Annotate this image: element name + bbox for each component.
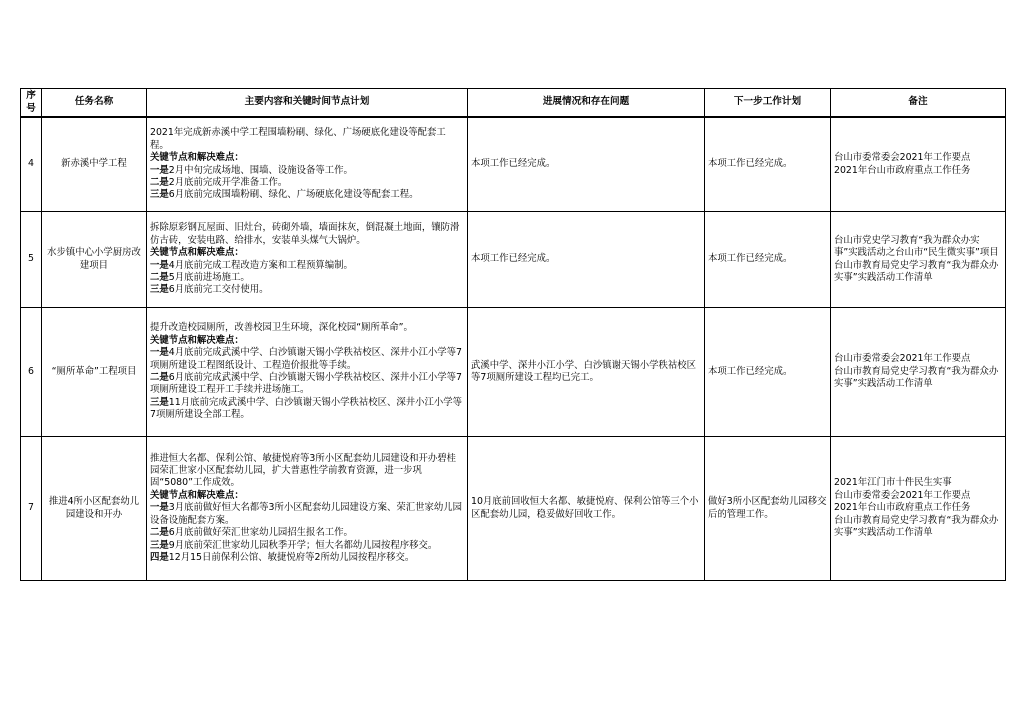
row-plan-cell [147,308,468,437]
task-table [20,88,1006,581]
plan-line [150,127,464,152]
plan-line-text: 拆除原彩钢瓦屋面、旧灶台，砖砌外墙，墙面抹灰，倒混凝土地面，镶防滑仿古砖，安装电路、给排水，安装单头煤气大锅炉。 [150,222,460,246]
row-plan-cell [147,117,468,212]
plan-line [150,347,464,372]
plan-line [150,453,464,490]
row-plan-cell [147,212,468,308]
plan-line-lead: 三是 [150,539,169,551]
row-index: 7 [21,437,42,581]
plan-line-text: 推进恒大名都、保利公馆、敏捷悦府等3所小区配套幼儿园建设和开办碧桂园荣汇世家小区配套幼儿园，扩大普惠性学前教育资源，进一步巩固“5080”工作成效。 [150,452,456,489]
row-index: 5 [21,212,42,308]
row-task-name: 新赤溪中学工程 [42,117,147,212]
table-row [21,117,1006,212]
plan-line-text: 提升改造校园厕所，改善校园卫生环境，深化校园“厕所革命”。 [150,322,413,334]
row-notes-cell [831,308,1006,437]
note-line: 台山市委常委会2021年工作要点 [834,152,971,164]
plan-line [150,177,464,189]
plan-line-text: 2021年完成新赤溪中学工程围墙粉刷、绿化、广场硬底化建设等配套工程。 [150,127,446,151]
plan-line-lead: 一是 [150,164,169,176]
plan-line-lead: 一是 [150,347,169,359]
plan-line [150,372,464,397]
plan-line-lead: 一是 [150,502,169,514]
plan-line [150,152,464,164]
row-task-name: 推进4所小区配套幼儿园建设和开办 [42,437,147,581]
plan-line-lead: 四是 [150,551,169,563]
row-progress: 本项工作已经完成。 [468,212,705,308]
row-progress: 10月底前回收恒大名都、敏捷悦府、保利公馆等三个小区配套幼儿园，稳妥做好回收工作。 [468,437,705,581]
plan-line [150,527,464,539]
plan-line [150,272,464,284]
plan-line-lead: 关键节点和解决难点： [150,334,244,346]
plan-line-lead: 关键节点和解决难点： [150,152,244,164]
plan-line-text: 5月底前进场施工。 [168,271,250,283]
row-next-plan: 做好3所小区配套幼儿园移交后的管理工作。 [705,437,831,581]
plan-line-text: 4月底前完成武溪中学、白沙镇谢天锡小学秩祜校区、深井小江小学等7项厕所建设工程图纸设计、工程造价报批等手续。 [150,347,462,371]
header-task-name: 任务名称 [42,89,147,118]
plan-line-lead: 一是 [150,259,169,271]
plan-line-lead: 二是 [150,176,169,188]
plan-line [150,189,464,201]
plan-line [150,397,464,422]
row-next-plan: 本项工作已经完成。 [705,117,831,212]
row-plan-cell [147,437,468,581]
table-row [21,212,1006,308]
header-index: 序号 [21,89,42,118]
plan-line [150,490,464,502]
plan-line-text: 6月底前完成围墙粉刷、绿化、广场硬底化建设等配套工程。 [168,189,419,201]
note-line: 2021年台山市政府重点工作任务 [834,502,971,514]
plan-line [150,540,464,552]
plan-line-lead: 三是 [150,396,169,408]
plan-line [150,260,464,272]
plan-line-text: 6月底前完成武溪中学、白沙镇谢天锡小学秩祜校区、深井小江小学等7项厕所建设工程开工手续并进场施工。 [150,372,462,396]
plan-line [150,322,464,334]
plan-line-text: 12月15日前保利公馆、敏捷悦府等2所幼儿园按程序移交。 [168,551,415,563]
note-line: 2021年江门市十件民生实事 [834,477,952,489]
plan-line-lead: 二是 [150,372,169,383]
plan-line-lead: 关键节点和解决难点： [150,489,244,501]
table-header-row [21,89,1006,118]
plan-line-text: 3月底前做好恒大名都等3所小区配套幼儿园建设方案、荣汇世家幼儿园设备设施配套方案。 [150,502,462,526]
plan-line-lead: 三是 [150,284,169,296]
plan-line-text: 2月中旬完成场地、围墙、设施设备等工作。 [168,164,353,176]
plan-line-text: 11月底前完成武溪中学、白沙镇谢天锡小学秩祜校区、深井小江小学等7项厕所建设全部工程。 [150,396,462,421]
plan-line-lead: 二是 [150,527,169,539]
row-task-name: 水步镇中心小学厨房改建项目 [42,212,147,308]
table-row [21,437,1006,581]
plan-line-lead: 二是 [150,271,169,283]
row-index: 4 [21,117,42,212]
note-line: 台山市委常委会2021年工作要点 [834,489,971,501]
plan-line [150,165,464,177]
header-notes: 备注 [831,89,1006,118]
row-next-plan: 本项工作已经完成。 [705,308,831,437]
plan-line [150,552,464,564]
note-line: 台山市教育局党史学习教育“我为群众办实事”实践活动工作清单 [834,514,999,539]
plan-line-text: 6月底前完工交付使用。 [168,284,269,296]
note-line: 台山市教育局党史学习教育“我为群众办实事”实践活动工作清单 [834,365,999,390]
plan-line [150,222,464,247]
plan-line [150,247,464,259]
row-task-name: “厕所革命”工程项目 [42,308,147,437]
row-index: 6 [21,308,42,437]
table-row [21,308,1006,437]
plan-line [150,335,464,347]
row-notes-cell [831,437,1006,581]
header-next-plan: 下一步工作计划 [705,89,831,118]
plan-line [150,284,464,296]
plan-line-text: 9月底前荣汇世家幼儿园秋季开学；恒大名都幼儿园按程序移交。 [168,539,438,551]
plan-line-text: 6月底前做好荣汇世家幼儿园招生报名工作。 [168,527,353,539]
plan-line-text: 2月底前完成开学准备工作。 [168,176,288,188]
row-notes-cell [831,117,1006,212]
row-next-plan: 本项工作已经完成。 [705,212,831,308]
header-plan: 主要内容和关键时间节点计划 [147,89,468,118]
row-progress: 本项工作已经完成。 [468,117,705,212]
note-line: 台山市党史学习教育“我为群众办实事”实践活动之台山市“民生微实事”项目 [834,234,999,259]
row-progress: 武溪中学、深井小江小学、白沙镇谢天锡小学秩祜校区等7项厕所建设工程均已完工。 [468,308,705,437]
plan-line-lead: 关键节点和解决难点： [150,247,244,259]
note-line: 台山市教育局党史学习教育“我为群众办实事”实践活动工作清单 [834,259,999,283]
note-line: 2021年台山市政府重点工作任务 [834,164,971,176]
header-progress: 进展情况和存在问题 [468,89,705,118]
plan-line-lead: 三是 [150,189,169,201]
note-line: 台山市委常委会2021年工作要点 [834,353,971,365]
row-notes-cell [831,212,1006,308]
plan-line [150,502,464,527]
plan-line-text: 4月底前完成工程改造方案和工程预算编制。 [168,259,353,271]
